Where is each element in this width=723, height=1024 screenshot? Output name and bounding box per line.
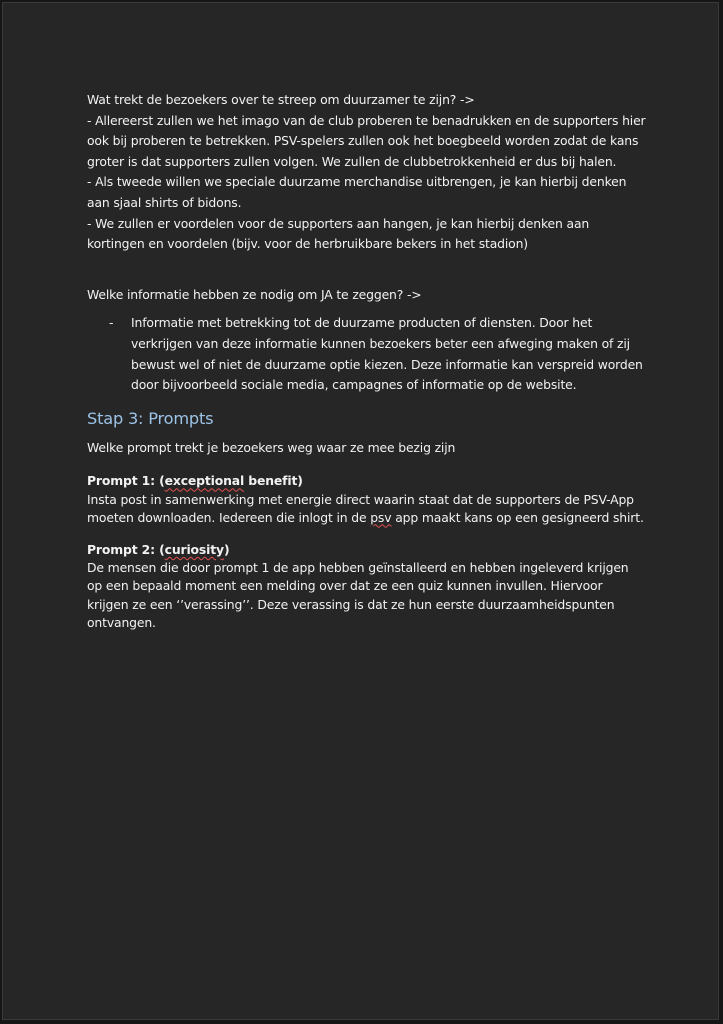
list-item xyxy=(87,313,647,395)
prompt-question: Welke prompt trekt je bezoekers weg waar ze mee bezig zijn xyxy=(87,439,456,455)
prompt-1-title-prefix: Prompt 1: ( xyxy=(87,473,165,489)
question-1: Wat trekt de bezoekers over te streep om duurzamer te zijn? -> xyxy=(87,92,475,107)
info-bullet-list xyxy=(87,313,647,395)
prompt-1-body xyxy=(87,491,647,527)
blank-line xyxy=(87,275,647,285)
spellcheck-flagged-word[interactable]: curiosity xyxy=(164,541,224,557)
section-heading: Stap 3: Prompts xyxy=(87,408,214,428)
prompt-1-block xyxy=(87,472,647,527)
spellcheck-flagged-word[interactable]: psv xyxy=(370,509,392,525)
prompt-2-block xyxy=(87,541,647,632)
list-item-text: Informatie met betrekking tot de duurzame producten of diensten. Door het verkrijgen van deze informatie kunnen bezoekers beter een afweging maken of zij bewust wel of niet de duurzame optie kiezen. Deze informatie kan verspreid worden door bijvoorbeeld sociale media, campagnes of informatie op de website. xyxy=(131,315,643,393)
bullet-dash: - xyxy=(109,315,114,331)
prompt-2-body: De mensen die door prompt 1 de app hebben geïnstalleerd en hebben ingeleverd krijgen op een bepaald moment een melding over dat ze een quiz kunnen invullen. Hiervoor krijgen ze een ‘’verassing’’. Deze verassing is dat ze hun eerste duurzaamheidspunten ontvangen. xyxy=(87,560,629,630)
prompt-2-title-suffix: ) xyxy=(223,541,230,557)
prompt-2-title xyxy=(87,541,647,559)
answer-line-2: - Als tweede willen we speciale duurzame merchandise uitbrengen, je kan hierbij denken aan sjaal shirts of bidons. xyxy=(87,174,627,210)
document-body[interactable] xyxy=(87,90,647,632)
question-2: Welke informatie hebben ze nodig om JA te zeggen? -> xyxy=(87,286,422,302)
prompt-1-title-suffix: benefit) xyxy=(244,473,303,489)
document-page xyxy=(2,2,719,1020)
prompt-1-body-text: Insta post in samenwerking met energie direct waarin staat dat de supporters de PSV-App moeten downloaden. Iedereen die inlogt in de xyxy=(87,491,634,525)
answer-line-3: - We zullen er voordelen voor de supporters aan hangen, je kan hierbij denken aan kortingen en voordelen (bijv. voor de herbruikbare bekers in het stadion) xyxy=(87,215,590,252)
spellcheck-flagged-word[interactable]: exceptional xyxy=(164,473,245,489)
answer-line-1: - Allereerst zullen we het imago van de club proberen te benadrukken en de supporters hier ook bij proberen te betrekken. PSV-spelers zullen ook het boegbeeld worden zodat de kans groter is dat supporters zullen volgen. We zullen de clubbetrokkenheid er dus bij halen. xyxy=(87,112,646,169)
prompt-1-body-text-end: app maakt kans op een gesigneerd shirt. xyxy=(391,509,644,525)
blank-line xyxy=(87,255,647,275)
prompt-2-title-prefix: Prompt 2: ( xyxy=(87,541,165,557)
prompt-1-title xyxy=(87,472,647,490)
